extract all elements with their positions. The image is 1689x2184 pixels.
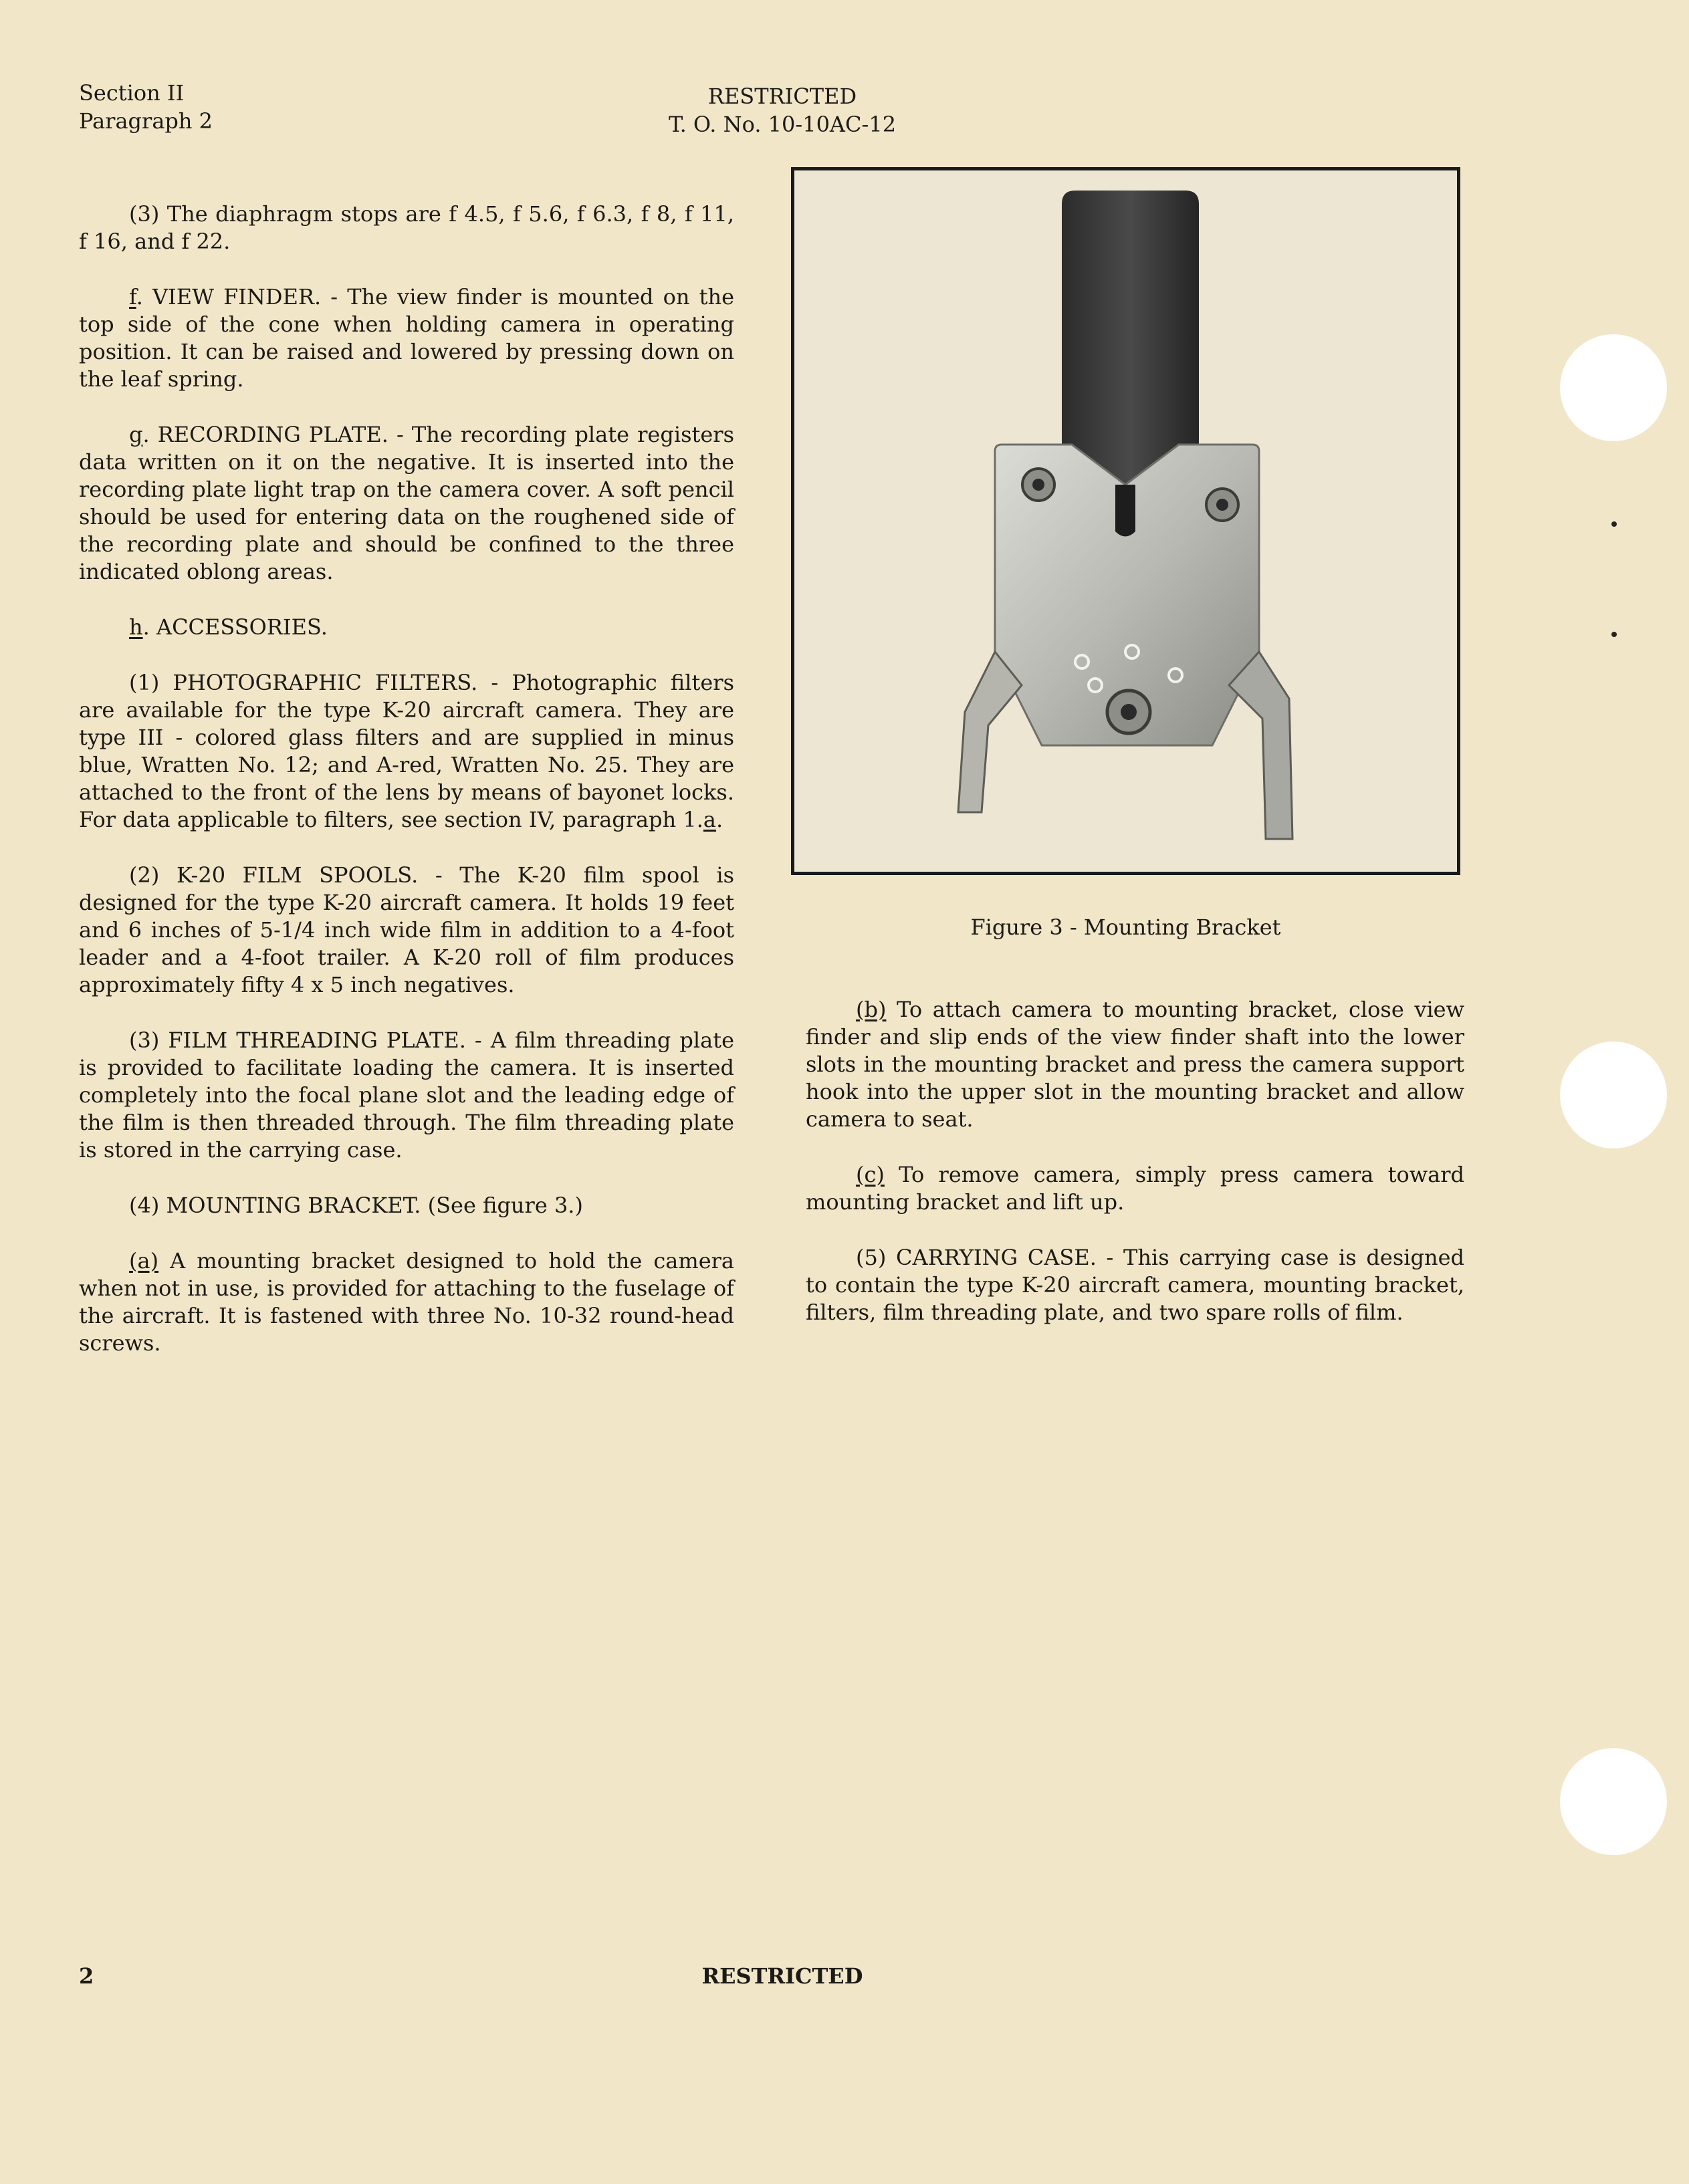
paragraph-mounting-c (806, 1161, 1464, 1216)
mounting-b-text: To attach camera to mounting bracket, close view finder and slip ends of the view finder shaft into the lower slots in the mounting bracket and press the camera support hook into the upper slot in the mounting bracket and allow camera to seat. (806, 997, 1464, 1132)
recording-plate-text: . RECORDING PLATE. - The recording plate registers data written on it on the negative. It is inserted into the recording plate light trap on the camera cover. A soft pencil should be used for entering data on the roughened side of the recording plate and should be confined to the three indicated oblong areas. (79, 422, 734, 584)
page-number: 2 (79, 1963, 94, 1989)
paragraph-view-finder (79, 283, 734, 393)
header-center (582, 82, 983, 138)
paragraph-diaphragm-stops: (3) The diaphragm stops are f 4.5, f 5.6, f 6.3, f 8, f 11, f 16, and f 22. (79, 201, 734, 254)
item-label-g: g (129, 422, 143, 447)
footer-classification: RESTRICTED (701, 1963, 863, 1989)
paragraph-mounting-a (79, 1247, 734, 1357)
filters-ref-label: a (703, 807, 716, 832)
item-label-h: h (129, 614, 143, 640)
speck-mark (1611, 521, 1617, 527)
bracket-slot (1115, 485, 1135, 537)
header-classification: RESTRICTED (707, 84, 857, 109)
strap-shape (1062, 191, 1199, 485)
paragraph-label: Paragraph 2 (79, 108, 213, 134)
item-label-b: (b) (856, 997, 887, 1022)
paragraph-mounting-b (806, 996, 1464, 1133)
to-number: T. O. No. 10-10AC-12 (668, 112, 897, 137)
item-label-a: (a) (129, 1248, 159, 1273)
mounting-bracket-photo (794, 170, 1457, 872)
item-label-c: (c) (856, 1162, 885, 1187)
mounting-c-text: To remove camera, simply press camera toward mounting bracket and lift up. (806, 1162, 1464, 1215)
header-left (79, 79, 213, 135)
accessories-heading: . ACCESSORIES. (142, 614, 328, 640)
figure-caption: Figure 3 - Mounting Bracket (970, 915, 1281, 940)
mounting-a-text: A mounting bracket designed to hold the camera when not in use, is provided for attaching to the fuselage of the aircraft. It is fastened with three No. 10-32 round-head screws. (79, 1248, 734, 1356)
filters-end: . (716, 807, 723, 832)
item-label-f: f (129, 284, 136, 310)
figure-frame (791, 167, 1460, 875)
speck-mark (1611, 632, 1617, 637)
paragraph-film-spools: (2) K-20 FILM SPOOLS. - The K-20 film spool is designed for the type K-20 aircraft camera. It holds 19 feet and 6 inches of 5-1/4 inch wide film in addition to a 4-foot leader and a 4-foot trailer. A K-20 roll of film produces approximately fifty 4 x 5 inch negatives. (79, 862, 734, 997)
paragraph-photographic-filters (79, 669, 734, 834)
paragraph-recording-plate (79, 421, 734, 586)
punch-hole-top (1560, 334, 1667, 441)
paragraph-accessories (79, 614, 734, 641)
paragraph-film-threading-plate: (3) FILM THREADING PLATE. - A film threading plate is provided to facilitate loading the camera. It is inserted completely into the focal plane slot and the leading edge of the film is then threaded through. The film threading plate is stored in the carrying case. (79, 1027, 734, 1163)
filters-text: (1) PHOTOGRAPHIC FILTERS. - Photographic filters are available for the type K-20 aircraft camera. They are type III - colored glass filters and are supplied in minus blue, Wratten No. 12; and A-red, Wratten No. 25. They are attached to the front of the lens by means of bayonet locks. For data applicable to filters, see section IV, paragraph 1. (79, 670, 734, 832)
punch-hole-middle (1560, 1042, 1667, 1148)
view-finder-text: . VIEW FINDER. - The view finder is mounted on the top side of the cone when holding camera in operating position. It can be raised and lowered by pressing down on the leaf spring. (79, 284, 734, 392)
paragraph-mounting-bracket: (4) MOUNTING BRACKET. (See figure 3.) (129, 1193, 583, 1218)
section-label: Section II (79, 80, 185, 106)
paragraph-carrying-case: (5) CARRYING CASE. - This carrying case is designed to contain the type K-20 aircraft camera, mounting bracket, filters, film threading plate, and two spare rolls of film. (806, 1245, 1464, 1325)
right-column (806, 996, 1464, 1354)
left-column (79, 201, 734, 1385)
punch-hole-bottom (1560, 1748, 1667, 1855)
